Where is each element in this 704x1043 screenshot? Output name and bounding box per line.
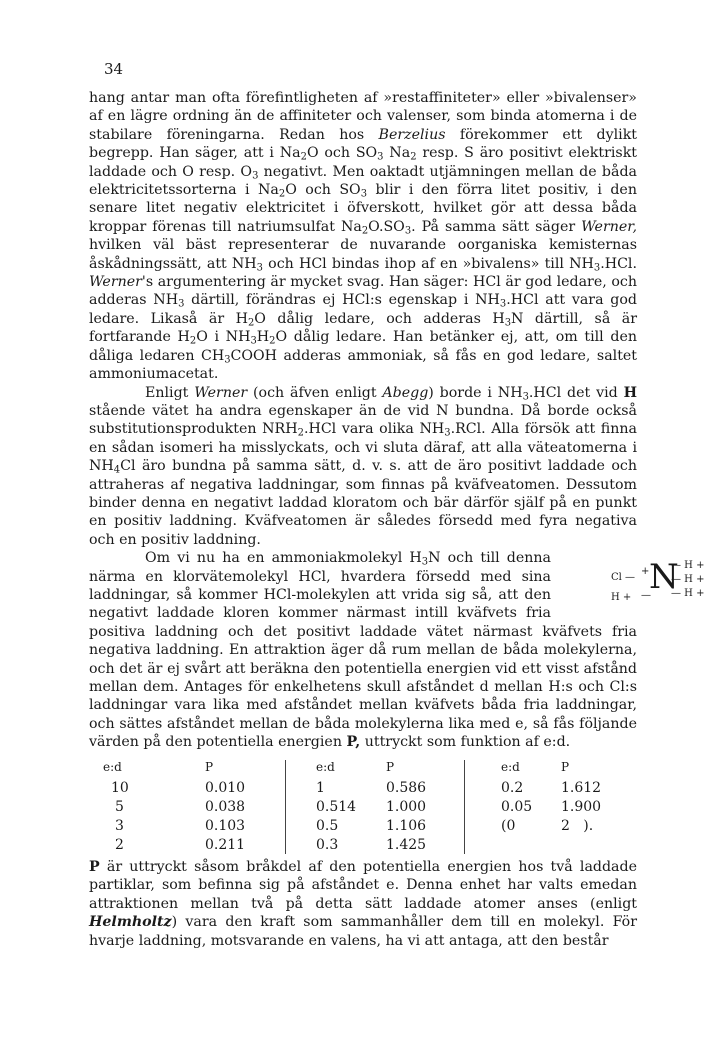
table-cell: 0.010: [205, 779, 246, 796]
table-cell: 2 ).: [561, 817, 594, 834]
table-cell: 0.514: [286, 797, 387, 816]
table-row: [103, 797, 623, 816]
table-cell: 1.900: [561, 798, 602, 815]
header-p-2: P: [386, 760, 395, 774]
hydrogen-1: — H +: [671, 560, 704, 572]
header-ed-3: e:d: [465, 760, 562, 778]
table-cell: 1: [286, 778, 387, 797]
chlorine-label: Cl —: [611, 572, 636, 584]
header-p-3: P: [561, 760, 570, 774]
table-cell: 10: [111, 779, 129, 796]
paragraph-3: Cl — + N — H + — H + — H + H + — Om vi nu ha en ammoniakmolekyl $H_3N$ och till denna närma en klorvätemolekyl HCl, hvardera försedd med sina laddningar, så kommer HCl-molekylen att vrida sig så, att den negativt laddade kloren kommer närmast intill kväfvets fria positiva laddning och det positivt laddade vätet närmast kväfvets fria negativa laddning. En attraktion äger då rum mellan de båda molekylerna, och det är ej svårt att beräkna den potentiella energien vid ett visst afstånd mellan dem. Antages för enkelhetens skull afståndet d mellan H:s och Cl:s laddningar vara lika med afståndet mellan kväfvets båda fria laddningar, och sättes afståndet mellan de båda molekylerna lika med e, så fås följande värden på den potentiella energien P, uttryckt som funktion af e:d.: [89, 550, 704, 751]
table-row: [103, 778, 623, 797]
table-cell: 1.000: [386, 798, 427, 815]
table-cell: 0.586: [386, 779, 427, 796]
table-cell: 0.038: [205, 798, 246, 815]
molecule-diagram: [555, 552, 704, 612]
paragraph-1: hang antar man ofta förefintligheten af »restaffiniteter» eller »bivalenser» af en lägre ordning än de affiniteter och valenser, som binda atomerna i de stabilare föreningarna. Redan hos Berzelius förekommer ett dylikt begrepp. Han säger, att i $Na_2O$ och $SO_3$ $Na_2$ resp. S äro positivt elektriskt laddade och O resp. $O_3$ negativt. Men oaktadt utjämningen mellan de båda elektricitetssorterna i $Na_2O$ och $SO_3$ blir i den förra litet positiv, i den senare litet negativ elektricitet i öfverskott, hvilket gör att dessa båda kroppar förenas till natriumsulfat $Na_2O.SO_3$. På samma sätt säger Werner, hvilken väl bäst representerar de nuvarande oorganiska kemisternas åskådningssätt, att $NH_3$ och HCl bindas ihop af en »bivalens» till $NH_3.HCl$. Werner's argumentering är mycket svag. Han säger: HCl är god ledare, och adderas $NH_3$ därtill, förändras ej HCl:s egenskap i $NH_3.HCl$ att vara god ledare. Likaså är $H_2O$ dålig ledare, och adderas $H_3N$ därtill, så är fortfarande $H_2O$ i $NH_3H_2O$ dålig ledare. Han betänker ej, att, om till den dåliga ledaren $CH_3COOH$ adderas ammoniak, så fås en god ledare, saltet ammoniumacetat.: [89, 90, 638, 383]
table-cell: 0.5: [286, 816, 387, 835]
table-cell: (0: [465, 816, 562, 835]
table-cell: [561, 835, 623, 854]
main-text: [89, 89, 704, 752]
table-cell: 3: [115, 817, 124, 834]
table-row: [103, 816, 623, 835]
table-cell: 5: [115, 798, 124, 815]
paragraph-4: P är uttryckt såsom bråkdel af den potentiella energien hos två laddade partiklar, som befinna sig på afståndet e. Denna enhet har valts emedan attraktionen mellan två på detta sätt laddade atomer anses (enligt Helmholtz) vara den kraft som sammanhåller dem till en molekyl. För hvarje laddning, motsvarande en valens, ha vi att antaga, att den består: [89, 859, 637, 949]
table-cell: 0.211: [205, 836, 246, 853]
header-p-1: P: [205, 760, 214, 774]
plus-charge: +: [641, 566, 650, 578]
table-cell: 1.106: [386, 817, 427, 834]
table-cell: 1.612: [561, 779, 602, 796]
header-ed-2: e:d: [286, 760, 387, 778]
hydrogen-3: — H +: [671, 588, 704, 600]
table-row: [103, 835, 623, 854]
table-cell: 0.05: [465, 797, 562, 816]
table-cell: 0.3: [286, 835, 387, 854]
table-cell: [465, 835, 562, 854]
table-cell: 0.2: [465, 778, 562, 797]
table-cell: 0.103: [205, 817, 246, 834]
header-ed-1: e:d: [103, 760, 122, 774]
table-cell: 2: [115, 836, 124, 853]
table-header-row: [103, 760, 623, 778]
hydrogen-plus: H +: [611, 592, 632, 604]
minus-charge: —: [641, 590, 651, 602]
page-number: 34: [104, 60, 124, 78]
paragraph-2: Enligt Werner (och äfven enligt Abegg) borde i $NH_3.HCl$ det vid H stående vätet ha andra egenskaper än de vid N bundna. Då borde också substitutionsprodukten $NRH_2.HCl$ vara olika $NH_3.RCl$. Alla försök att finna en sådan isomeri ha misslyckats, och vi sluta däraf, att alla väteatomerna i $NH_4Cl$ äro bundna på samma sätt, d. v. s. att de äro positivt laddade och attraheras af negativa laddningar, som finnas på kväfveatomen. Dessutom binder denna en negativt laddad kloratom och bär därför själf på en punkt en positiv laddning. Kväfveatomen är således försedd med fyra negativa och en positiv laddning.: [89, 384, 637, 548]
table-cell: 1.425: [386, 836, 427, 853]
energy-table: [103, 760, 623, 854]
hydrogen-2: — H +: [671, 574, 704, 586]
nitrogen-symbol: N: [649, 557, 679, 598]
